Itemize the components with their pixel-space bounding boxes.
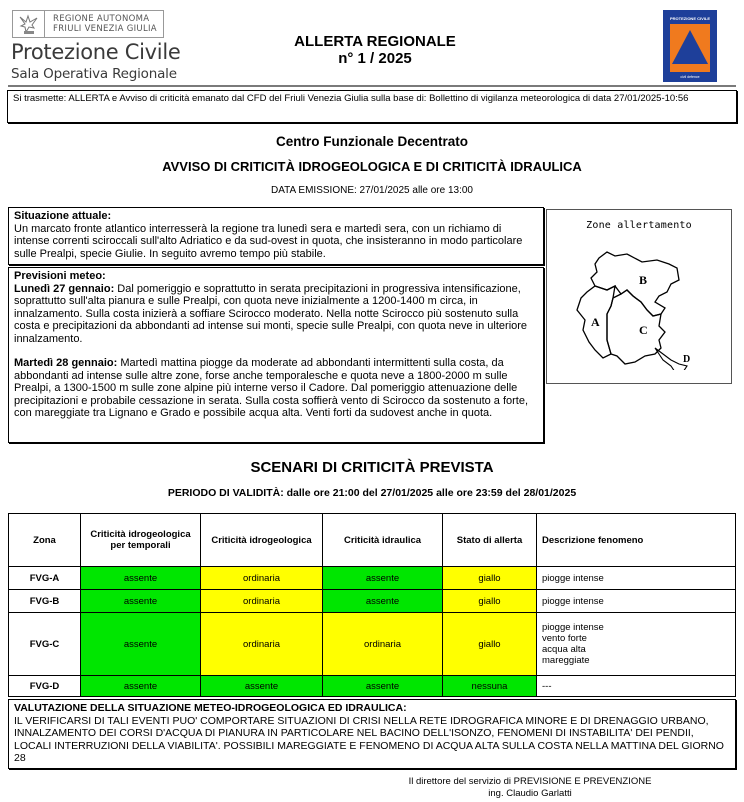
zone-cell: FVG-B: [9, 590, 81, 613]
avviso-title: AVVISO DI CRITICITÀ IDROGEOLOGICA E DI CRITICITÀ IDRAULICA: [162, 159, 582, 174]
header-zona: Zona: [9, 514, 81, 567]
evaluation-heading: VALUTAZIONE DELLA SITUAZIONE METEO-IDROGEOLOGICA ED IDRAULICA:: [14, 702, 407, 714]
idrogeologica-cell: ordinaria: [201, 590, 323, 613]
alert-number: n° 1 / 2025: [338, 50, 412, 67]
idrogeologica-cell: ordinaria: [201, 567, 323, 590]
signature-name: ing. Claudio Garlatti: [488, 788, 572, 799]
situation-heading: Situazione attuale:: [14, 210, 112, 222]
transmission-box: Si trasmette: ALLERTA e Avviso di criticità emanato dal CFD del Friuli Venezia Giulia sulla base di: Bollettino di vigilanza meteorologica di data 27/01/2025-10:56: [7, 90, 737, 123]
alert-status-cell: giallo: [443, 567, 537, 590]
alert-title: [230, 33, 520, 67]
signature-block: [370, 776, 690, 800]
eagle-icon: [13, 11, 45, 37]
forecast-day-1: [14, 283, 538, 346]
zones-map-graphic: [567, 240, 717, 370]
dpc-logo-top-text: PROTEZIONE CIVILE: [669, 16, 710, 21]
civil-protection-logo: [663, 10, 717, 82]
zone-cell: FVG-D: [9, 676, 81, 697]
region-name-line1: REGIONE AUTONOMA: [53, 14, 150, 24]
description-cell: [537, 613, 736, 676]
table-row: [9, 676, 736, 697]
org-subtitle: Sala Operativa Regionale: [11, 66, 177, 82]
region-logo: [12, 10, 164, 38]
idraulica-cell: assente: [323, 567, 443, 590]
idraulica-cell: assente: [323, 676, 443, 697]
temporali-cell: assente: [81, 590, 201, 613]
description-cell: piogge intense: [537, 590, 736, 613]
svg-text:A: A: [591, 315, 600, 329]
zone-cell: FVG-A: [9, 567, 81, 590]
table-row: [9, 590, 736, 613]
forecast-day-1-label: Lunedì 27 gennaio:: [14, 282, 115, 295]
org-title: Protezione Civile: [11, 40, 181, 64]
alert-status-cell: nessuna: [443, 676, 537, 697]
alert-status-cell: giallo: [443, 590, 537, 613]
table-header-row: [9, 514, 736, 567]
map-title: Zone allertamento: [586, 220, 692, 231]
dpc-logo-bottom-text: civil defence: [680, 75, 700, 79]
header-divider: [8, 85, 736, 87]
zone-cell: FVG-C: [9, 613, 81, 676]
triangle-icon: [672, 30, 708, 64]
center-title: Centro Funzionale Decentrato: [275, 134, 469, 149]
idrogeologica-cell: assente: [201, 676, 323, 697]
description-cell: piogge intense: [537, 567, 736, 590]
forecast-day-1-text: Dal pomeriggio e soprattutto in serata precipitazioni in progressiva intensificazione, soprattutto sull'alta pianura e sulle Prealpi, con quota neve inizialmente a 1200-1400 m circa, in innalzamento. Sulla costa inizierà a soffiare Scirocco moderato. Nella notte Scirocco più sostenuto sulla costa e precipitazioni da abbondanti ad intense sui monti, specie sulle Prealpi, con quota neve in ulteriore innalzamento.: [14, 282, 528, 345]
header-idrogeologica: Criticità idrogeologica: [201, 514, 323, 567]
signature-role: Il direttore del servizio di PREVISIONE E PREVENZIONE: [408, 776, 652, 787]
alert-zones-map: [546, 209, 732, 384]
description-line: mareggiate: [542, 655, 590, 666]
svg-text:B: B: [639, 273, 648, 287]
region-name-line2: FRIULI VENEZIA GIULIA: [53, 24, 157, 34]
description-cell: ---: [537, 676, 736, 697]
validity-period: PERIODO DI VALIDITÀ: dalle ore 21:00 del 27/01/2025 alle ore 23:59 del 28/01/2025: [167, 487, 577, 499]
description-line: vento forte: [542, 633, 587, 644]
svg-text:C: C: [639, 323, 648, 337]
header-temporali: Criticità idrogeologica per temporali: [81, 514, 201, 567]
alert-status-cell: giallo: [443, 613, 537, 676]
idraulica-cell: ordinaria: [323, 613, 443, 676]
idrogeologica-cell: ordinaria: [201, 613, 323, 676]
table-row: [9, 613, 736, 676]
idraulica-cell: assente: [323, 590, 443, 613]
scenarios-title: SCENARI DI CRITICITÀ PREVISTA: [250, 459, 494, 476]
description-line: piogge intense: [542, 622, 604, 633]
header-stato: Stato di allerta: [443, 514, 537, 567]
current-situation-box: [8, 207, 544, 265]
temporali-cell: assente: [81, 613, 201, 676]
forecast-day-2: [14, 357, 538, 420]
header-idraulica: Criticità idraulica: [323, 514, 443, 567]
forecast-heading: Previsioni meteo:: [14, 270, 106, 282]
forecast-day-2-label: Martedì 28 gennaio:: [14, 357, 118, 369]
emission-date: DATA EMISSIONE: 27/01/2025 alle ore 13:00: [271, 185, 473, 196]
evaluation-box: [8, 699, 736, 769]
criticality-table: [8, 513, 736, 697]
evaluation-text: IL VERIFICARSI DI TALI EVENTI PUO' COMPORTARE SITUAZIONI DI CRISI NELLA RETE IDROGRAFICA MINORE E DI DRENAGGIO URBANO, INNALZAMENTO DEI CORSI D'ACQUA DI PIANURA IN PARTICOLARE NEL BACINO DELL'ISONZO, FENOMENI DI INSTABILITA' DEI PENDII, LOCALI INTERRUZIONI DELLA VIABILITA'. POSSIBILI MAREGGIATE E FENOMENO DI ACQUA ALTA SULLA COSTA NELLA MATTINA DEL GIORNO 28: [14, 714, 724, 764]
dpc-orange-square: [670, 24, 710, 72]
svg-text:D: D: [683, 354, 691, 365]
table-row: [9, 567, 736, 590]
header-descrizione: Descrizione fenomeno: [537, 514, 736, 567]
forecast-day-2-text: Martedì mattina piogge da moderate ad abbondanti intermittenti sulla costa, da abbondanti ad intense sulle altre zone, forse anche temporalesche e quota neve a 1800-2000 m sulle Prealpi, a 1300-1500 m sulle zone alpine più interne verso il Cadore. Dal pomeriggio attenuazione delle precipitazioni e probabile cessazione in serata. Sulla costa soffierà vento di Scirocco da sostenuto a forte, con mareggiate tra Lignano e Grado e possibile acqua alta. Venti forti da sudovest anche in quota.: [14, 357, 529, 419]
temporali-cell: assente: [81, 567, 201, 590]
forecast-box: [8, 267, 544, 443]
temporali-cell: assente: [81, 676, 201, 697]
description-line: acqua alta: [542, 644, 586, 655]
alert-title-text: ALLERTA REGIONALE: [294, 33, 456, 50]
situation-text: Un marcato fronte atlantico interresserà la regione tra lunedì sera e martedì sera, con un richiamo di intense correnti sciroccali sull'alto Adriatico e da sud-ovest in quota, che insisteranno in modo particolare sulle Prealpi, specie Giulie. In seguito avremo tempo più stabile.: [14, 222, 523, 260]
